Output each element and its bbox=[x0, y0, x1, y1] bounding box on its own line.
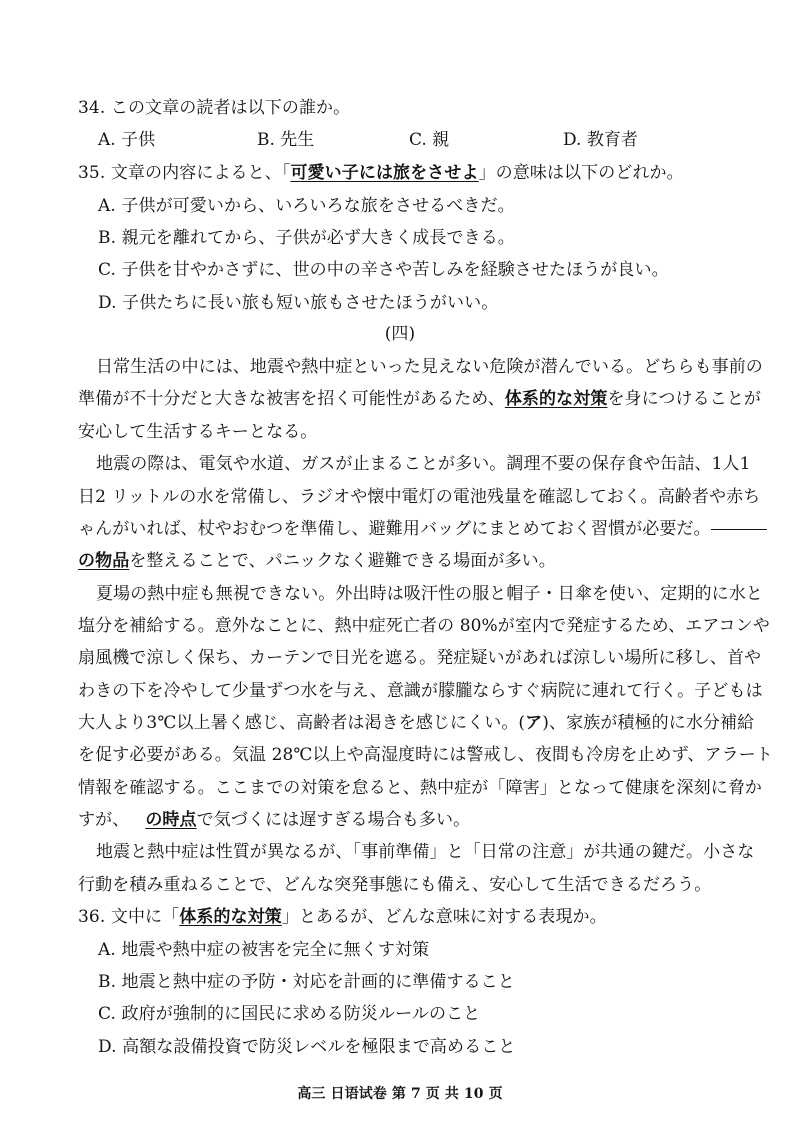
q35-option-b: B. 親元を離れてから、子供が必ず大きく成長できる。 bbox=[98, 228, 515, 248]
q35-option-d: D. 子供たちに長い旅も短い旅もさせたほうがいい。 bbox=[98, 293, 499, 313]
passage-line: 扇風機で涼しく保ち、カーテンで日光を遮る。発症疑いがあれば涼しい場所に移し、首や bbox=[78, 648, 762, 668]
q36-option-c: C. 政府が強制的に国民に求める防災ルールのこと bbox=[98, 1004, 481, 1024]
q35-option-c: C. 子供を甘やかさずに、世の中の辛さや苦しみを経験させたほうが良い。 bbox=[98, 260, 669, 280]
passage-text: すが、 bbox=[78, 810, 130, 830]
passage-line bbox=[78, 808, 726, 832]
q36-option-d: D. 高額な設備投資で防災レベルを極限まで高めること bbox=[98, 1037, 516, 1057]
q36-option-a: A. 地震や熱中症の被害を完全に無くす対策 bbox=[98, 940, 430, 960]
passage-text: を整えることで、パニックなく避難できる場面が多い。 bbox=[129, 551, 556, 571]
question-34: 34. この文章の読者は以下の誰か。 bbox=[78, 98, 351, 118]
passage-line: 地震と熱中症は性質が異なるが、「事前準備」と「日常の注意」が共通の鍵だ。小さな bbox=[96, 842, 755, 862]
blank-marker: ア bbox=[525, 713, 543, 733]
q35-suffix: 」の意味は以下のどれか。 bbox=[478, 163, 684, 183]
q35-prefix: 35. 文章の内容によると、「 bbox=[78, 163, 291, 183]
q36-prefix: 36. 文中に「 bbox=[78, 907, 180, 927]
passage-line: 日常生活の中には、地震や熱中症といった見えない危険が潜んでいる。どちらも事前の bbox=[96, 357, 763, 377]
q34-option-c: C. 親 bbox=[409, 130, 450, 150]
passage-line: 安心して生活するキーとなる。 bbox=[78, 422, 318, 442]
passage-text: 準備が不十分だと大きな被害を招く可能性があるため、 bbox=[78, 389, 505, 409]
q34-option-b: B. 先生 bbox=[257, 130, 315, 150]
q35-quote: 可愛い子には旅をさせよ bbox=[290, 163, 479, 183]
q36-quote: 体系的な対策 bbox=[179, 907, 282, 927]
passage-line bbox=[78, 549, 726, 573]
page-footer: 高三 日语试卷 第 7 页 共 10 页 bbox=[297, 1086, 503, 1102]
passage-line: 地震の際は、電気や水道、ガスが止まることが多い。調理不要の保存食や缶詰、1人1 bbox=[96, 454, 751, 474]
passage-line: 情報を確認する。ここまでの対策を怠ると、熱中症が「障害」となって健康を深刻に脅か bbox=[78, 778, 762, 798]
passage-line: わきの下を冷やして少量ずつ水を与え、意識が朦朧ならすぐ病院に連れて行く。子どもは bbox=[78, 681, 763, 701]
question-36 bbox=[78, 905, 607, 929]
blank-line bbox=[711, 529, 767, 530]
q36-option-b: B. 地震と熱中症の予防・対応を計画的に準備すること bbox=[98, 972, 515, 992]
q35-option-a: A. 子供が可愛いから、いろいろな旅をさせるべきだ。 bbox=[98, 196, 515, 216]
passage-text: で気づくには遅すぎる場合も多い。 bbox=[196, 810, 471, 830]
passage-line bbox=[78, 387, 761, 411]
q36-suffix: 」とあるが、どんな意味に対する表現か。 bbox=[281, 907, 607, 927]
underlined-phrase: の時点 bbox=[145, 810, 197, 830]
passage-line: 日2 リットルの水を常備し、ラジオや懐中電灯の電池残量を確認しておく。高齢者や赤ち bbox=[78, 487, 761, 507]
section-title: (四) bbox=[384, 324, 416, 344]
q34-option-a: A. 子供 bbox=[98, 130, 156, 150]
underlined-phrase: 体系的な対策 bbox=[504, 389, 608, 409]
passage-line bbox=[78, 711, 755, 735]
underlined-phrase: の物品 bbox=[78, 551, 130, 571]
question-34-options bbox=[98, 128, 718, 152]
passage-line: 行動を積み重ねることで、どんな突発事態にも備え、安心して生活できるだろう。 bbox=[78, 875, 712, 895]
q34-option-d: D. 教育者 bbox=[563, 130, 638, 150]
passage-text: 大人より3℃以上暑く感じ、高齢者は渇きを感じにくい。( bbox=[78, 713, 526, 733]
passage-text: を身につけることが bbox=[607, 389, 761, 409]
passage-line: を促す必要がある。気温 28℃以上や高湿度時には警戒し、夜間も冷房を止めず、アラート bbox=[78, 745, 773, 765]
passage-line: 塩分を補給する。意外なことに、熱中症死亡者の 80%が室内で発症するため、エアコンや bbox=[78, 616, 770, 636]
passage-text: )、家族が積極的に水分補給 bbox=[542, 713, 755, 733]
passage-text: ゃんがいれば、杖やおむつを準備し、避難用バッグにまとめておく習慣が必要だ。 bbox=[78, 519, 711, 539]
question-35 bbox=[78, 161, 684, 185]
passage-line bbox=[78, 517, 726, 541]
passage-line: 夏場の熱中症も無視できない。外出時は吸汗性の服と帽子・日傘を使い、定期的に水と bbox=[96, 584, 763, 604]
